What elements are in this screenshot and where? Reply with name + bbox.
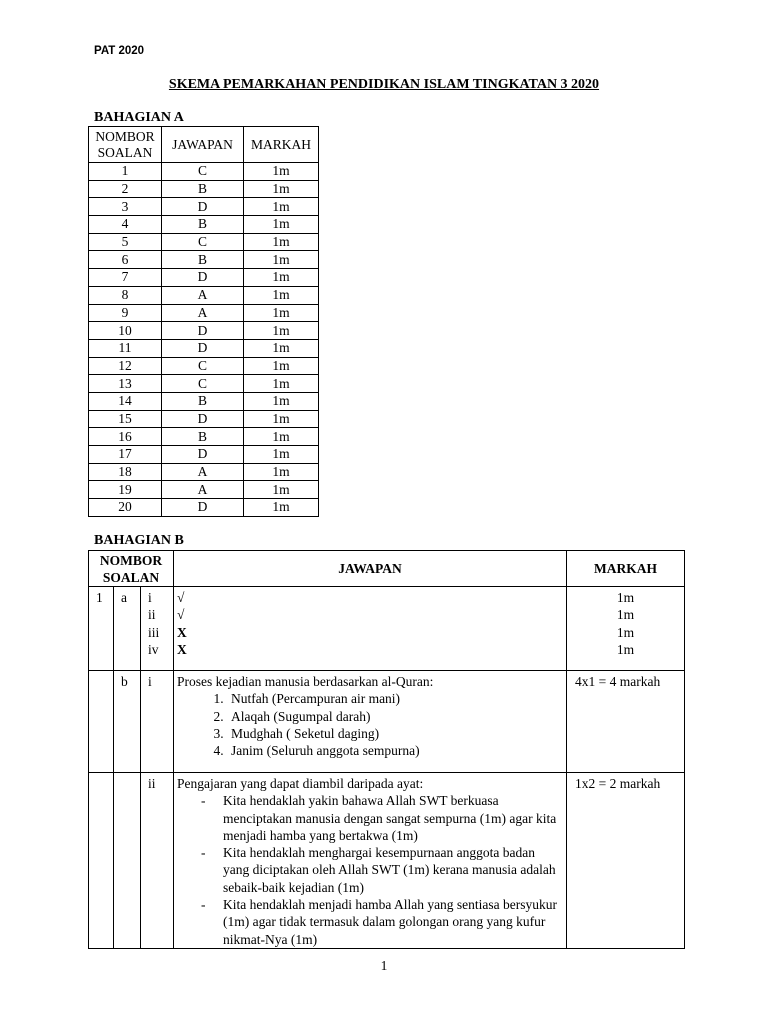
answer-cell: A: [162, 286, 244, 304]
question-number-cell: 12: [89, 357, 162, 375]
section-a-header-nombor: [89, 127, 162, 163]
answer-cell: D: [162, 339, 244, 357]
header-nombor-line2: SOALAN: [97, 144, 153, 160]
lesson-point-text: Kita hendaklah menghargai kesempurnaan anggota badan yang diciptakan oleh Allah SWT (1m) kerana manusia adalah sebaik-baik kejadian (1m): [223, 845, 556, 895]
answer-cell: B: [162, 180, 244, 198]
answer-cell: D: [162, 269, 244, 287]
answer-cell: D: [162, 499, 244, 517]
section-b-header-nombor: [89, 551, 174, 587]
empty-cell: [89, 671, 114, 773]
markah-cell: 1m: [244, 198, 319, 216]
table-row: [89, 499, 319, 517]
section-b-row-1b-ii: [89, 773, 685, 949]
question-number-cell: 6: [89, 251, 162, 269]
table-row: [89, 251, 319, 269]
markah-cell: 1m: [244, 375, 319, 393]
markah-cell: 1m: [244, 463, 319, 481]
question-number: 1: [89, 587, 114, 671]
dash-bullet: -: [201, 897, 206, 913]
section-b-row-1a: [89, 587, 685, 671]
table-row: [89, 322, 319, 340]
markah-cell: 1m: [244, 428, 319, 446]
sub-question-list: [141, 587, 174, 671]
document-title: [0, 77, 768, 93]
table-row: [89, 357, 319, 375]
empty-cell: [89, 773, 114, 949]
answer-mark: √: [177, 590, 185, 605]
table-row: [89, 304, 319, 322]
table-row: [89, 163, 319, 181]
answer-mark: √: [177, 607, 185, 623]
section-a-table: [88, 126, 319, 517]
lesson-point-text: Kita hendaklah menjadi hamba Allah yang sentiasa bersyukur (1m) agar tidak termasuk dalam golongan orang yang kufur nikmat-Nya (1m): [223, 897, 558, 947]
question-number-cell: 20: [89, 499, 162, 517]
sub-question-label: i: [148, 590, 152, 605]
answer-mark: X: [177, 624, 187, 640]
lesson-point: [177, 792, 566, 844]
document-title-text: SKEMA PEMARKAHAN PENDIDIKAN ISLAM TINGKATAN 3 2020: [168, 77, 600, 92]
markah-value: 4x1 = 4 markah: [567, 671, 685, 773]
question-number-cell: 2: [89, 180, 162, 198]
markah-cell: 1m: [244, 499, 319, 517]
question-number-cell: 11: [89, 339, 162, 357]
answer-mark: X: [177, 641, 187, 657]
page-number: 1: [380, 958, 388, 973]
question-number-cell: 7: [89, 269, 162, 287]
markah-value: 1x2 = 2 markah: [567, 773, 685, 949]
dash-bullet: -: [201, 845, 206, 861]
lesson-point-text: Kita hendaklah yakin bahawa Allah SWT berkuasa menciptakan manusia dengan sangat sempurna (1m) agar kita menjadi hamba yang bertakwa (1m): [223, 793, 557, 843]
question-number-cell: 5: [89, 233, 162, 251]
table-row: [89, 180, 319, 198]
markah-cell: 1m: [244, 392, 319, 410]
header-tag: PAT 2020: [94, 45, 145, 57]
question-number-cell: 9: [89, 304, 162, 322]
sub-question-label: iv: [148, 641, 159, 657]
process-steps-list: [177, 690, 566, 759]
table-row: [89, 233, 319, 251]
markah-cell: 1m: [244, 269, 319, 287]
markah-cell: 1m: [244, 339, 319, 357]
section-b-table: [88, 550, 685, 949]
table-row: [89, 269, 319, 287]
dash-bullet: -: [201, 793, 206, 809]
section-b-header-markah: MARKAH: [567, 551, 685, 587]
question-number-cell: 3: [89, 198, 162, 216]
section-b-header-jawapan: JAWAPAN: [174, 551, 567, 587]
answer-cell: B: [162, 251, 244, 269]
markah-cell: 1m: [244, 233, 319, 251]
question-number-cell: 19: [89, 481, 162, 499]
question-part: a: [114, 587, 141, 671]
markah-value: 1m: [616, 590, 635, 605]
answer-cell: A: [162, 463, 244, 481]
table-row: [89, 410, 319, 428]
section-a-header-row: [89, 127, 319, 163]
table-row: [89, 198, 319, 216]
header-nombor-line1: NOMBOR: [95, 128, 155, 144]
lesson-point: [177, 896, 566, 948]
answer-cell: C: [162, 375, 244, 393]
answer-cell: A: [162, 481, 244, 499]
answer-list: [174, 587, 567, 671]
question-number-cell: 14: [89, 392, 162, 410]
question-number-cell: 8: [89, 286, 162, 304]
table-row: [89, 463, 319, 481]
markah-cell: 1m: [244, 304, 319, 322]
table-row: [89, 216, 319, 234]
answer-cell: B: [162, 216, 244, 234]
header-nombor-line2: SOALAN: [102, 569, 160, 585]
section-b-row-1b-i: [89, 671, 685, 773]
answer-process: [174, 671, 567, 773]
section-b-title: BAHAGIAN B: [94, 533, 184, 548]
markah-value: 1m: [616, 624, 635, 640]
process-step: 3. Mudghah ( Seketul daging): [227, 725, 566, 742]
question-number-cell: 13: [89, 375, 162, 393]
markah-value: 1m: [616, 641, 635, 657]
table-row: [89, 286, 319, 304]
empty-cell: [114, 773, 141, 949]
markah-value: 1m: [616, 607, 635, 623]
markah-cell: 1m: [244, 251, 319, 269]
section-b-header-row: [89, 551, 685, 587]
table-row: [89, 375, 319, 393]
answer-cell: B: [162, 392, 244, 410]
answer-intro: Proses kejadian manusia berdasarkan al-Quran:: [177, 674, 434, 689]
lesson-points-list: [177, 792, 566, 948]
markah-cell: 1m: [244, 216, 319, 234]
sub-question-label: ii: [141, 773, 174, 949]
answer-cell: C: [162, 163, 244, 181]
markah-cell: 1m: [244, 446, 319, 464]
sub-question-label: iii: [148, 624, 160, 640]
header-nombor-line1: NOMBOR: [99, 552, 163, 568]
table-row: [89, 446, 319, 464]
answer-cell: D: [162, 322, 244, 340]
markah-cell: 1m: [244, 322, 319, 340]
table-row: [89, 339, 319, 357]
process-step: 2. Alaqah (Sugumpal darah): [227, 708, 566, 725]
question-part: b: [114, 671, 141, 773]
question-number-cell: 17: [89, 446, 162, 464]
section-a-header-jawapan: JAWAPAN: [162, 127, 244, 163]
answer-cell: C: [162, 233, 244, 251]
section-a-table-body: [89, 163, 319, 517]
answer-cell: D: [162, 446, 244, 464]
question-number-cell: 4: [89, 216, 162, 234]
question-number-cell: 16: [89, 428, 162, 446]
markah-cell: 1m: [244, 180, 319, 198]
markah-cell: 1m: [244, 357, 319, 375]
table-row: [89, 428, 319, 446]
answer-lessons: [174, 773, 567, 949]
markah-cell: 1m: [244, 410, 319, 428]
markah-list: [567, 587, 685, 671]
table-row: [89, 392, 319, 410]
process-step: 4. Janim (Seluruh anggota sempurna): [227, 742, 566, 759]
sub-question-label: i: [141, 671, 174, 773]
answer-cell: B: [162, 428, 244, 446]
section-a-title: BAHAGIAN A: [94, 110, 184, 125]
markah-cell: 1m: [244, 286, 319, 304]
sub-question-label: ii: [148, 607, 156, 623]
section-a-header-markah: MARKAH: [244, 127, 319, 163]
lesson-point: [177, 844, 566, 896]
answer-cell: D: [162, 198, 244, 216]
question-number-cell: 15: [89, 410, 162, 428]
table-row: [89, 481, 319, 499]
answer-intro: Pengajaran yang dapat diambil daripada ayat:: [177, 776, 424, 791]
question-number-cell: 1: [89, 163, 162, 181]
answer-cell: D: [162, 410, 244, 428]
question-number-cell: 10: [89, 322, 162, 340]
process-step: 1. Nutfah (Percampuran air mani): [227, 690, 566, 707]
question-number-cell: 18: [89, 463, 162, 481]
markah-cell: 1m: [244, 163, 319, 181]
answer-cell: A: [162, 304, 244, 322]
markah-cell: 1m: [244, 481, 319, 499]
answer-cell: C: [162, 357, 244, 375]
